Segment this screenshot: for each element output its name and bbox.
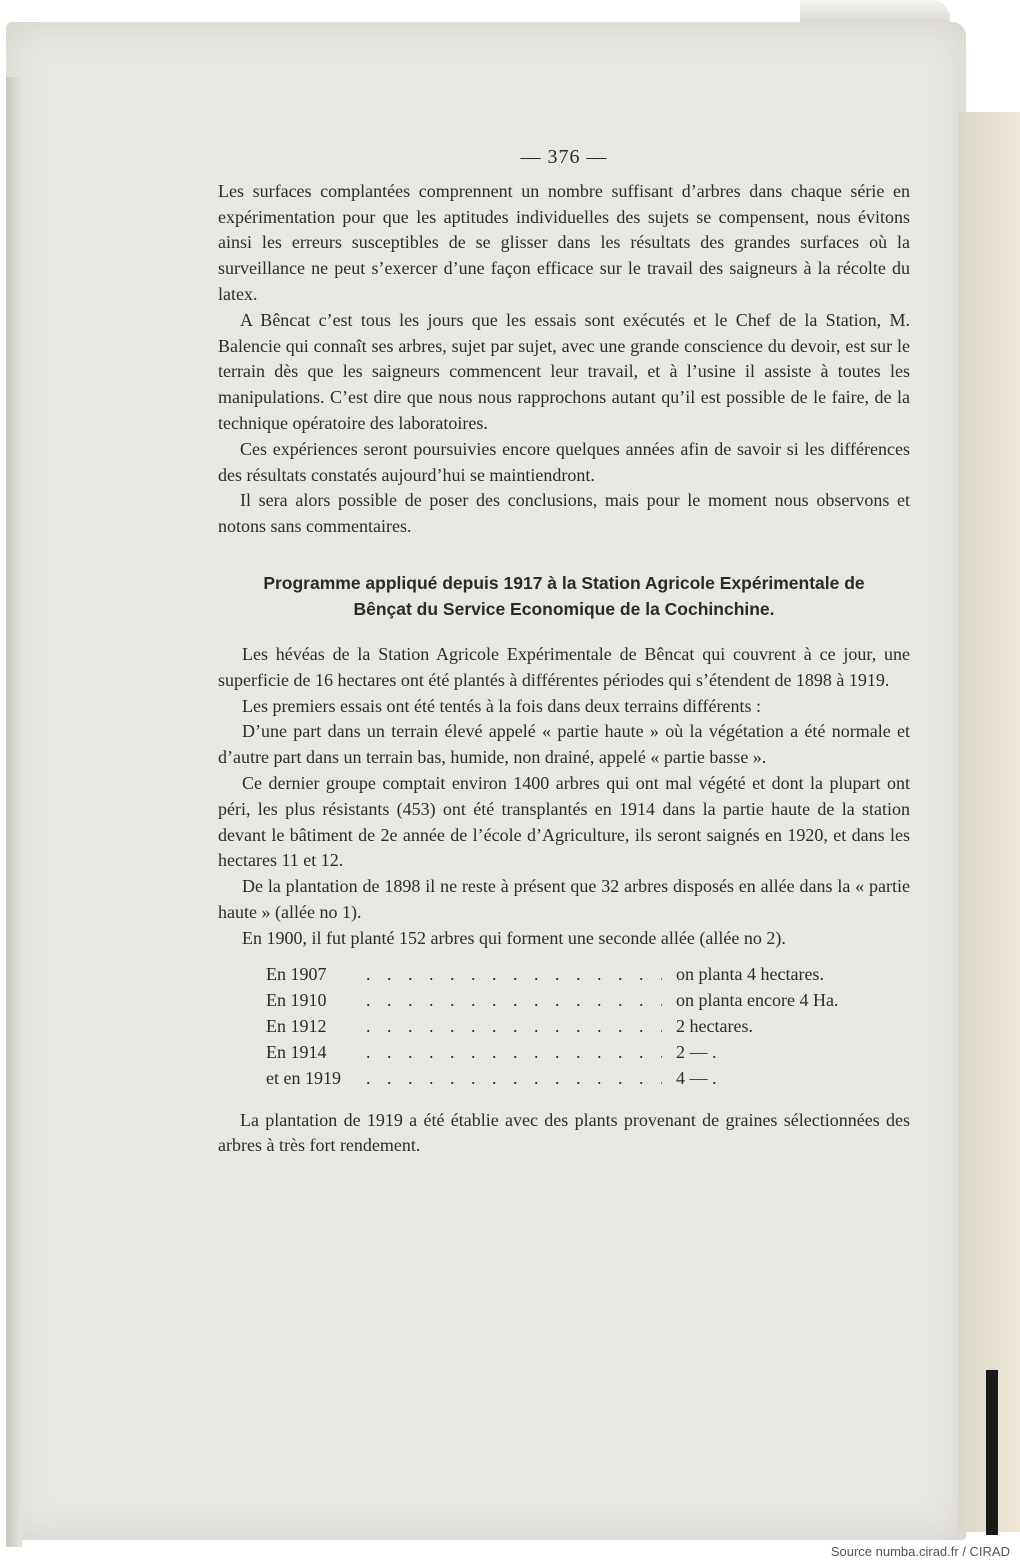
paragraph: Il sera alors possible de poser des conclusions, mais pour le moment nous observons et notons sans commentaires.	[218, 490, 910, 537]
list-item	[266, 988, 886, 1014]
planting-amount: 2 — .	[676, 1041, 717, 1062]
planting-year: En 1912	[266, 1015, 327, 1036]
paragraph: A Bêncat c’est tous les jours que les essais sont exécutés et le Chef de la Station, M. Balencie qui connaît ses arbres, sujet par sujet, avec une grande conscience du devoir, est sur le terrain dès que les saigneurs commencent leur travail, et à l’usine il assiste à toutes les manipulations. C’est dire que nous nous rapprochons autant qu’il est possible de le faire, de la technique opératoire des laboratoires.	[218, 309, 910, 433]
list-item	[266, 962, 886, 988]
leader-dots	[366, 1066, 662, 1092]
planting-amount: on planta encore 4 Ha.	[676, 989, 839, 1010]
leader-dots	[366, 962, 662, 988]
leader-dots	[366, 988, 662, 1014]
paragraph: Les hévéas de la Station Agricole Expérimentale de Bêncat qui couvrent à ce jour, une superficie de 16 hectares ont été plantés à différentes périodes qui s’étendent de 1898 à 1919.	[218, 643, 910, 690]
page-number: — 376 —	[520, 146, 608, 168]
next-page-edge	[958, 112, 1020, 1532]
planting-year: et en 1919	[266, 1067, 341, 1088]
planting-amount: 2 hectares.	[676, 1015, 753, 1036]
page-top-edges	[800, 0, 950, 24]
paragraph: En 1900, il fut planté 152 arbres qui forment une seconde allée (allée no 2).	[242, 927, 786, 948]
section-heading	[218, 570, 910, 622]
page-left-edge	[6, 77, 22, 1547]
heading-line-2: Bênçat du Service Economique de la Cochinchine.	[353, 598, 775, 619]
paragraph: D’une part dans un terrain élevé appelé « partie haute » où la végétation a été normale et d’autre part dans un terrain bas, humide, non drainé, appelé « partie basse ».	[218, 721, 910, 768]
paragraph: Ces expériences seront poursuivies encore quelques années afin de savoir si les différences des résultats constatés aujourd’hui se maintiendront.	[218, 438, 910, 485]
final-paragraph: La plantation de 1919 a été établie avec des plants provenant de graines sélectionnées des arbres à très fort rendement.	[218, 1109, 910, 1156]
heading-line-1: Programme appliqué depuis 1917 à la Station Agricole Expérimentale de	[263, 572, 865, 593]
list-item	[266, 1066, 886, 1092]
list-item	[266, 1040, 886, 1066]
source-credit: Source numba.cirad.fr / CIRAD	[830, 1544, 1010, 1559]
document-body	[218, 145, 910, 1159]
planting-list	[266, 962, 886, 1092]
planting-year: En 1907	[266, 963, 327, 984]
leader-dots	[366, 1040, 662, 1066]
binding-shadow	[986, 1370, 998, 1535]
paragraph: Les surfaces complantées comprennent un nombre suffisant d’arbres dans chaque série en expérimentation pour que les aptitudes individuelles des sujets se compensent, nous évitons ainsi les erreurs susceptibles de se glisser dans les résultats des grandes surfaces où la surveillance ne peut s’exercer d’une façon efficace sur le travail des saigneurs à la récolte du latex.	[218, 180, 910, 304]
planting-year: En 1914	[266, 1041, 327, 1062]
planting-amount: 4 — .	[676, 1067, 717, 1088]
paragraph: De la plantation de 1898 il ne reste à présent que 32 arbres disposés en allée dans la « partie haute » (allée no 1).	[218, 876, 910, 922]
paragraph: Ce dernier groupe comptait environ 1400 arbres qui ont mal végété et dont la plupart ont péri, les plus résistants (453) ont été transplantés en 1914 dans la partie haute de la station devant le bâtiment de 2e année de l’école d’Agriculture, ils seront saignés en 1920, et dans les hectares 11 et 12.	[218, 772, 910, 871]
paragraph: Les premiers essais ont été tentés à la fois dans deux terrains différents :	[242, 695, 762, 716]
section-program	[218, 642, 910, 952]
leader-dots	[366, 1014, 662, 1040]
planting-year: En 1910	[266, 989, 327, 1010]
list-item	[266, 1014, 886, 1040]
section-intro	[218, 179, 910, 540]
planting-amount: on planta 4 hectares.	[676, 963, 824, 984]
